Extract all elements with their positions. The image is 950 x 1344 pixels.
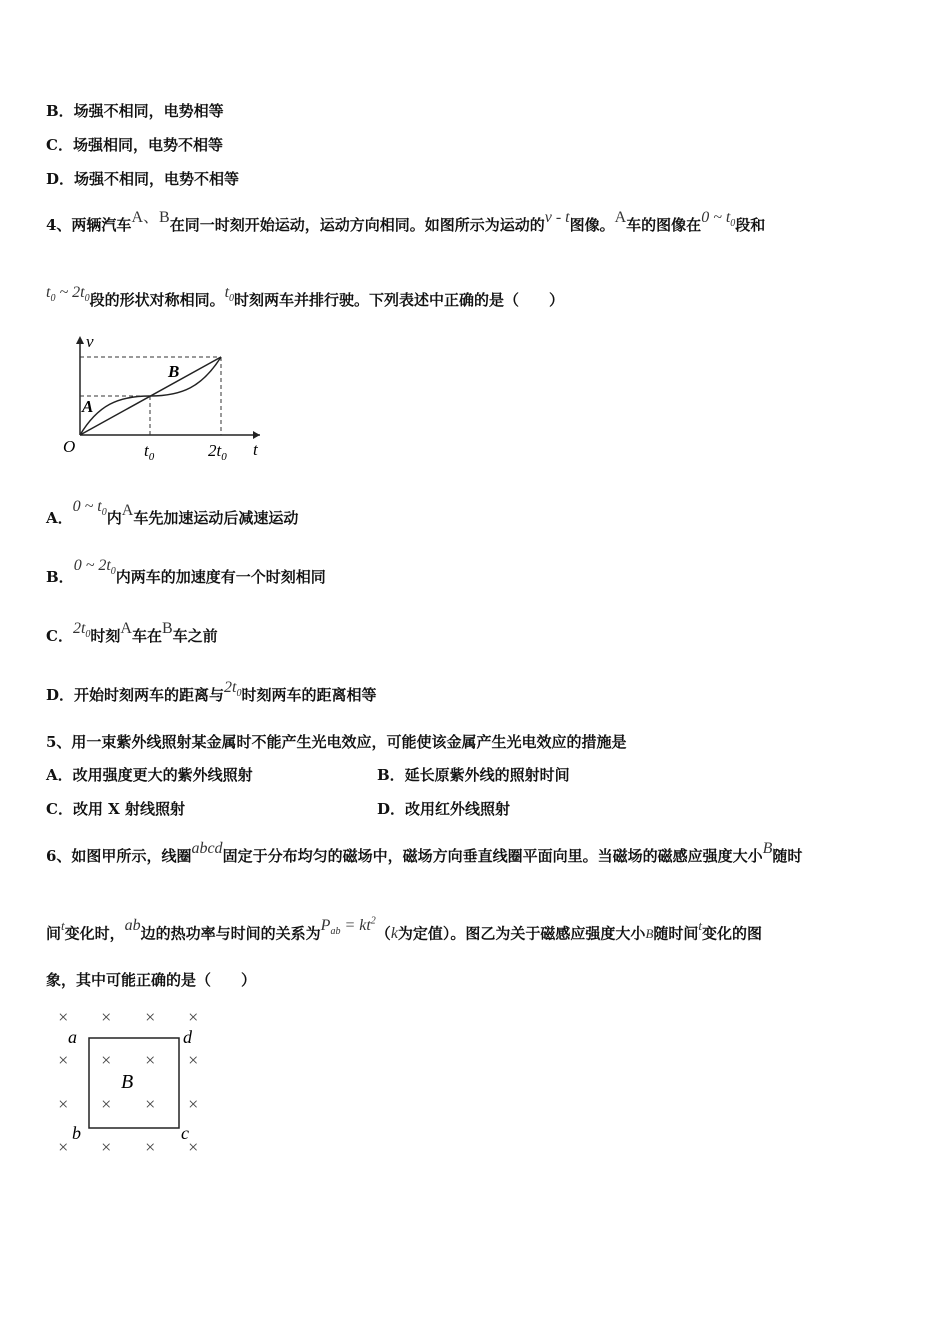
svg-text:B: B (168, 362, 180, 381)
field-cross-mark: × (187, 1007, 200, 1027)
svg-text:b: b (72, 1123, 81, 1143)
svg-text:t: t (253, 440, 258, 459)
svg-text:c: c (181, 1123, 189, 1143)
q4-option-c: C．$2t_0$时刻A车在B车之前 (46, 620, 218, 645)
svg-text:A: A (82, 397, 94, 416)
field-cross-mark: × (100, 1007, 113, 1027)
field-cross-mark: × (57, 1094, 70, 1114)
field-cross-mark: × (57, 1050, 70, 1070)
field-cross-mark: × (57, 1137, 70, 1157)
q4-stem-line1: 4、两辆汽车A、B在同一时刻开始运动，运动方向相同。如图所示为运动的v - t图像。A车的图像在0 ~ $t_0$段和 (46, 209, 766, 234)
svg-text:O: O (63, 437, 76, 456)
q3-option-d: D．场强不相同，电势不相等 (46, 170, 240, 188)
svg-text:t0: $t_0$ (144, 441, 155, 463)
field-cross-mark: × (100, 1137, 113, 1157)
field-cross-mark: × (187, 1137, 200, 1157)
vt-graph (58, 330, 268, 465)
field-cross-mark: × (187, 1050, 200, 1070)
q5-option-d: D．改用红外线照射 (377, 800, 511, 818)
field-cross-mark: × (144, 1050, 157, 1070)
svg-text:v: v (86, 332, 94, 351)
q5-option-c: C．改用 X 射线照射 (46, 800, 186, 818)
svg-text:B: B (121, 1071, 134, 1093)
field-cross-mark: × (57, 1007, 70, 1027)
field-cross-mark: × (100, 1050, 113, 1070)
q4-stem-line2: $t_0$ ~ $2t_0$段的形状对称相同。$t_0$时刻两车并排行驶。下列表述中正确的是（ ） (46, 284, 565, 309)
q3-option-c: C．场强相同，电势不相等 (46, 136, 223, 154)
q6-stem-line1: 6、如图甲所示，线圈abcd固定于分布均匀的磁场中，磁场方向垂直线圈平面向里。当磁场的磁感应强度大小B随时 (46, 840, 803, 865)
svg-text:d: d (183, 1027, 192, 1047)
svg-text:a: a (68, 1027, 77, 1047)
field-cross-mark: × (144, 1094, 157, 1114)
q4-option-b: B．0 ~ $2t_0$内两车的加速度有一个时刻相同 (46, 557, 326, 586)
q5-option-b: B．延长原紫外线的照射时间 (377, 766, 570, 784)
q3-option-b: B．场强不相同，电势相等 (46, 102, 224, 120)
q5-option-a: A．改用强度更大的紫外线照射 (46, 766, 253, 784)
field-cross-mark: × (144, 1007, 157, 1027)
q5-stem: 5、用一束紫外线照射某金属时不能产生光电效应，可能使该金属产生光电效应的措施是 (46, 733, 627, 751)
field-cross-mark: × (144, 1137, 157, 1157)
field-cross-mark: × (187, 1094, 200, 1114)
coil-figure (48, 1005, 218, 1165)
q4-option-a: A．0 ~ $t_0$内A车先加速运动后减速运动 (46, 498, 299, 527)
q6-stem-line2: 间t变化时，ab边的热功率与时间的关系为$P_{ab} = kt^2(k$为定值）。图乙为关于磁感应强度大小B随时间t变化的图 (46, 916, 763, 943)
q6-stem-line3: 象，其中可能正确的是（ ） (46, 971, 257, 989)
svg-text:2t0: $2t_0$ (208, 441, 227, 463)
q4-option-d: D．开始时刻两车的距离与$2t_0$时刻两车的距离相等 (46, 679, 377, 704)
field-cross-mark: × (100, 1094, 113, 1114)
